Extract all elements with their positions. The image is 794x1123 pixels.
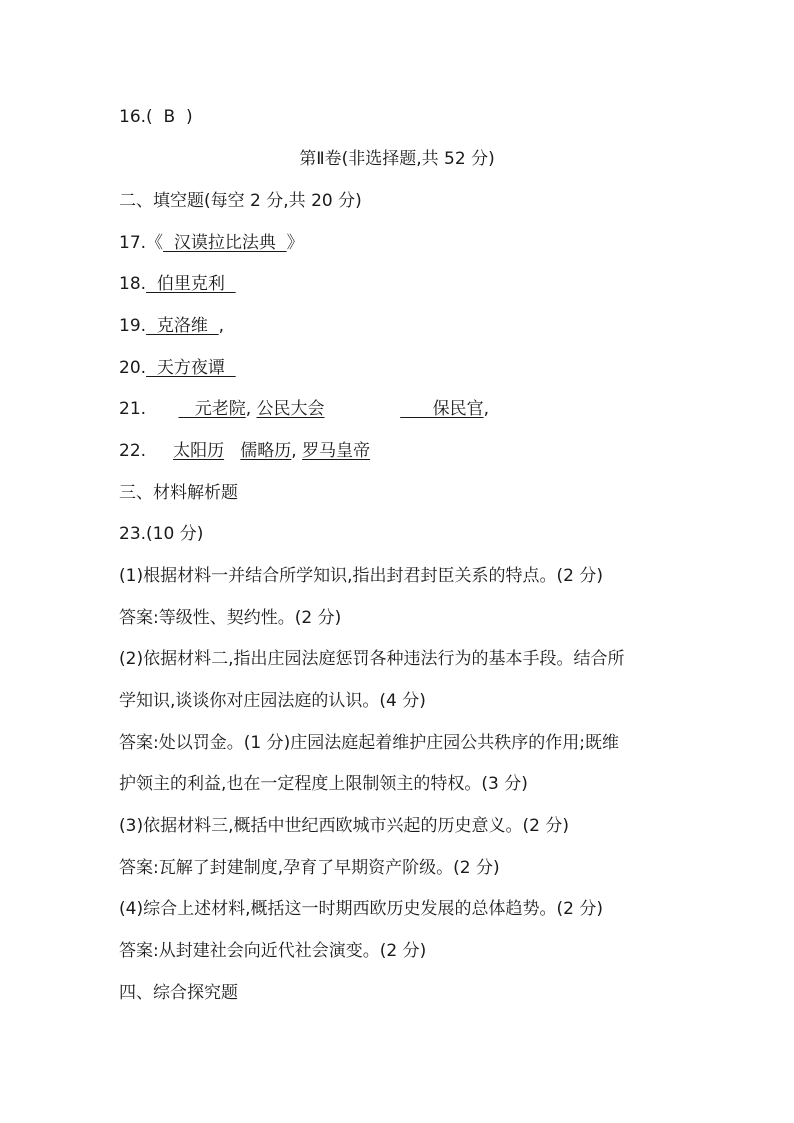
answer-choice: B [163,107,176,127]
fill-in-heading: 二、填空题(每空 2 分,共 20 分) [119,191,362,211]
q23-answer-1: 答案:等级性、契约性。(2 分) [119,608,342,628]
question-number: 17. [119,233,147,253]
question-number: 21. [119,399,147,419]
q23-part-3: (3)依据材料三,概括中世纪西欧城市兴起的历史意义。(2 分) [119,816,569,836]
question-19 [119,315,224,337]
answer-blank-1: 元老院 [178,399,246,419]
separator: , [245,399,257,419]
answer-blank: 克洛维 [146,316,219,336]
answer-blank: 天方夜谭 [146,358,236,378]
question-22 [119,440,370,462]
q23-answer-2-line-2: 护领主的利益,也在一定程度上限制领主的特权。(3 分) [119,774,528,794]
section-2-title: 第Ⅱ卷(非选择题,共 52 分) [299,149,495,169]
q23-answer-2-line-1: 答案:处以罚金。(1 分)庄园法庭起着维护庄园公共秩序的作用;既维 [119,733,619,753]
answer-blank: 汉谟拉比法典 [163,233,287,253]
question-number: 19. [119,316,147,336]
question-23-title: 23.(10 分) [119,524,204,544]
paren-open: ( [146,107,159,127]
question-number: 18. [119,274,147,294]
answer-blank-2: 儒略历 [240,441,292,461]
material-heading: 三、材料解析题 [119,483,238,503]
question-number: 16. [119,107,147,127]
q23-part-2-line-2: 学知识,谈谈你对庄园法庭的认识。(4 分) [119,691,426,711]
question-16 [119,106,193,128]
question-18 [119,273,236,295]
answer-blank-3: 保民官 [400,399,484,419]
comprehensive-heading: 四、综合探究题 [119,983,238,1003]
comma: , [483,399,490,419]
bracket-close: 》 [286,233,304,253]
question-20 [119,357,236,379]
q23-part-4: (4)综合上述材料,概括这一时期西欧历史发展的总体趋势。(2 分) [119,899,603,919]
question-17 [119,232,304,254]
paren-close: ) [175,107,193,127]
separator: , [291,441,303,461]
answer-blank-2: 公民大会 [256,399,325,419]
answer-blank: 伯里克利 [146,274,236,294]
q23-part-1: (1)根据材料一并结合所学知识,指出封君封臣关系的特点。(2 分) [119,566,603,586]
q23-part-2-line-1: (2)依据材料二,指出庄园法庭惩罚各种违法行为的基本手段。结合所 [119,649,625,669]
comma: , [218,316,225,336]
bracket-open: 《 [146,233,164,253]
answer-blank-3: 罗马皇帝 [302,441,371,461]
question-21 [119,398,489,420]
q23-answer-3: 答案:瓦解了封建制度,孕育了早期资产阶级。(2 分) [119,858,500,878]
question-number: 20. [119,358,147,378]
answer-blank-1: 太阳历 [173,441,225,461]
q23-answer-4: 答案:从封建社会向近代社会演变。(2 分) [119,941,427,961]
question-number: 22. [119,441,147,461]
